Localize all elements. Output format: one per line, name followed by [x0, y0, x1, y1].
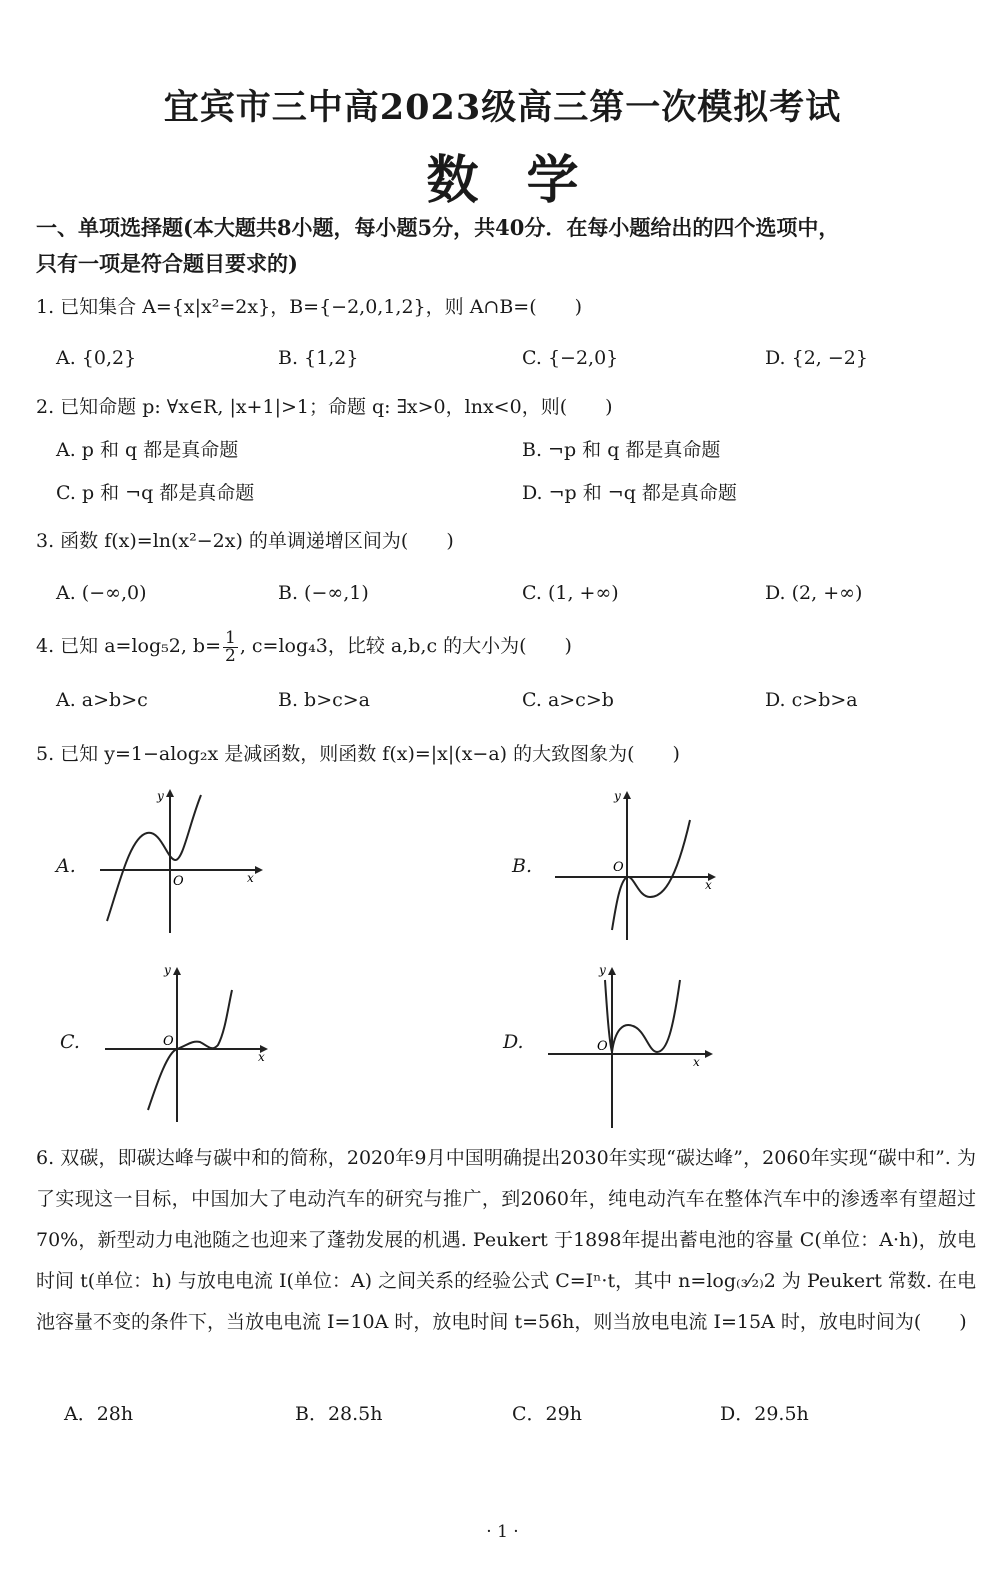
curve: [107, 795, 201, 921]
q2-option-a[interactable]: A. p 和 q 都是真命题: [56, 439, 239, 461]
question-1-stem: 1. 已知集合 A={x|x²=2x}，B={−2,0,1,2}，则 A∩B=( ): [36, 296, 583, 318]
question-4-stem: [36, 628, 976, 665]
x-axis-arrow: [705, 1050, 713, 1058]
section-heading: [36, 210, 986, 282]
question-5-stem: 5. 已知 y=1−alog₂x 是减函数，则函数 f(x)=|x|(x−a) 的大致图象为( ): [36, 743, 680, 765]
x-label: x: [705, 878, 712, 892]
section-heading-line2: 只有一项是符合题目要求的): [36, 251, 298, 276]
y-label: y: [164, 963, 171, 977]
q5-option-a-label[interactable]: A.: [56, 855, 76, 877]
q4-option-c[interactable]: C. a>c>b: [522, 689, 614, 711]
y-axis-arrow: [608, 967, 616, 975]
origin-label: O: [163, 1034, 174, 1049]
q4-fraction-denominator: 2: [225, 645, 236, 666]
q6-option-d[interactable]: D．29.5h: [720, 1403, 809, 1425]
y-label: y: [614, 789, 621, 803]
x-label: x: [258, 1050, 265, 1064]
q3-option-c[interactable]: C. (1, +∞): [522, 582, 619, 604]
q4-fraction: [223, 627, 238, 666]
q4-option-d[interactable]: D. c>b>a: [765, 689, 858, 711]
q5-graph-b[interactable]: [550, 785, 725, 945]
q2-option-c[interactable]: C. p 和 ¬q 都是真命题: [56, 482, 255, 504]
q6-option-b[interactable]: B．28.5h: [295, 1403, 383, 1425]
q4-stem-post: , c=log₄3，比较 a,b,c 的大小为( ): [239, 635, 572, 657]
q5-option-c-label[interactable]: C.: [60, 1031, 80, 1053]
question-2-stem: 2. 已知命题 p: ∀x∈R, |x+1|>1；命题 q: ∃x>0，lnx<0，则( ): [36, 396, 613, 418]
q5-graph-c[interactable]: [100, 960, 275, 1125]
q1-option-c[interactable]: C. {−2,0}: [522, 347, 619, 369]
q3-option-d[interactable]: D. (2, +∞): [765, 582, 863, 604]
q4-option-a[interactable]: A. a>b>c: [56, 689, 148, 711]
q5-graph-a[interactable]: [95, 785, 270, 935]
y-axis-arrow: [173, 967, 181, 975]
section-heading-line1: 一、单项选择题(本大题共8小题，每小题5分，共40分．在每小题给出的四个选项中，: [36, 215, 840, 240]
q6-option-c[interactable]: C．29h: [512, 1403, 582, 1425]
q2-option-d[interactable]: D. ¬p 和 ¬q 都是真命题: [522, 482, 737, 504]
q2-option-b[interactable]: B. ¬p 和 q 都是真命题: [522, 439, 721, 461]
q4-fraction-numerator: 1: [225, 627, 236, 648]
q1-option-a[interactable]: A. {0,2}: [56, 347, 137, 369]
origin-label: O: [597, 1039, 608, 1054]
curve: [612, 820, 690, 930]
q1-option-b[interactable]: B. {1,2}: [278, 347, 359, 369]
origin-label: O: [613, 860, 624, 875]
x-label: x: [247, 871, 254, 885]
exam-title: 宜宾市三中高2023级高三第一次模拟考试: [163, 87, 842, 128]
subject-title: 数学: [426, 150, 627, 211]
q5-graph-d[interactable]: [545, 960, 720, 1130]
y-label: y: [157, 789, 164, 803]
curve: [605, 980, 680, 1052]
q1-option-d[interactable]: D. {2, −2}: [765, 347, 868, 369]
x-label: x: [693, 1055, 700, 1069]
q5-option-b-label[interactable]: B.: [512, 855, 533, 877]
y-label: y: [599, 963, 606, 977]
y-axis-arrow: [166, 789, 174, 797]
q4-stem-pre: 4. 已知 a=log₅2, b=: [36, 635, 221, 657]
y-axis-arrow: [623, 791, 631, 799]
page-number: · 1 ·: [486, 1522, 519, 1542]
q5-option-d-label[interactable]: D.: [503, 1031, 524, 1053]
q3-option-a[interactable]: A. (−∞,0): [56, 582, 147, 604]
question-3-stem: 3. 函数 f(x)=ln(x²−2x) 的单调递增区间为( ): [36, 530, 454, 552]
q3-option-b[interactable]: B. (−∞,1): [278, 582, 369, 604]
origin-label: O: [173, 874, 184, 889]
q4-option-b[interactable]: B. b>c>a: [278, 689, 371, 711]
question-6-text: 6. 双碳，即碳达峰与碳中和的简称，2020年9月中国明确提出2030年实现“碳达峰”，2060年实现“碳中和”. 为了实现这一目标，中国加大了电动汽车的研究与推广，到2060年，纯电动汽车在整体汽车中的渗透率有望超过70%，新型动力电池随之也迎来了蓬勃发展的机遇. Peukert 于1898年提出蓄电池的容量 C(单位：A·h)，放电时间 t(单位：h) 与放电电流 I(单位：A) 之间关系的经验公式 C=Iⁿ·t，其中 n=log₍₃⁄₂₎2 为 Peukert 常数. 在电池容量不变的条件下，当放电电流 I=10A 时，放电时间 t=56h，则当放电电流 I=15A 时，放电时间为( ): [36, 1147, 976, 1333]
x-axis-arrow: [255, 866, 263, 874]
q6-option-a[interactable]: A．28h: [64, 1403, 134, 1425]
